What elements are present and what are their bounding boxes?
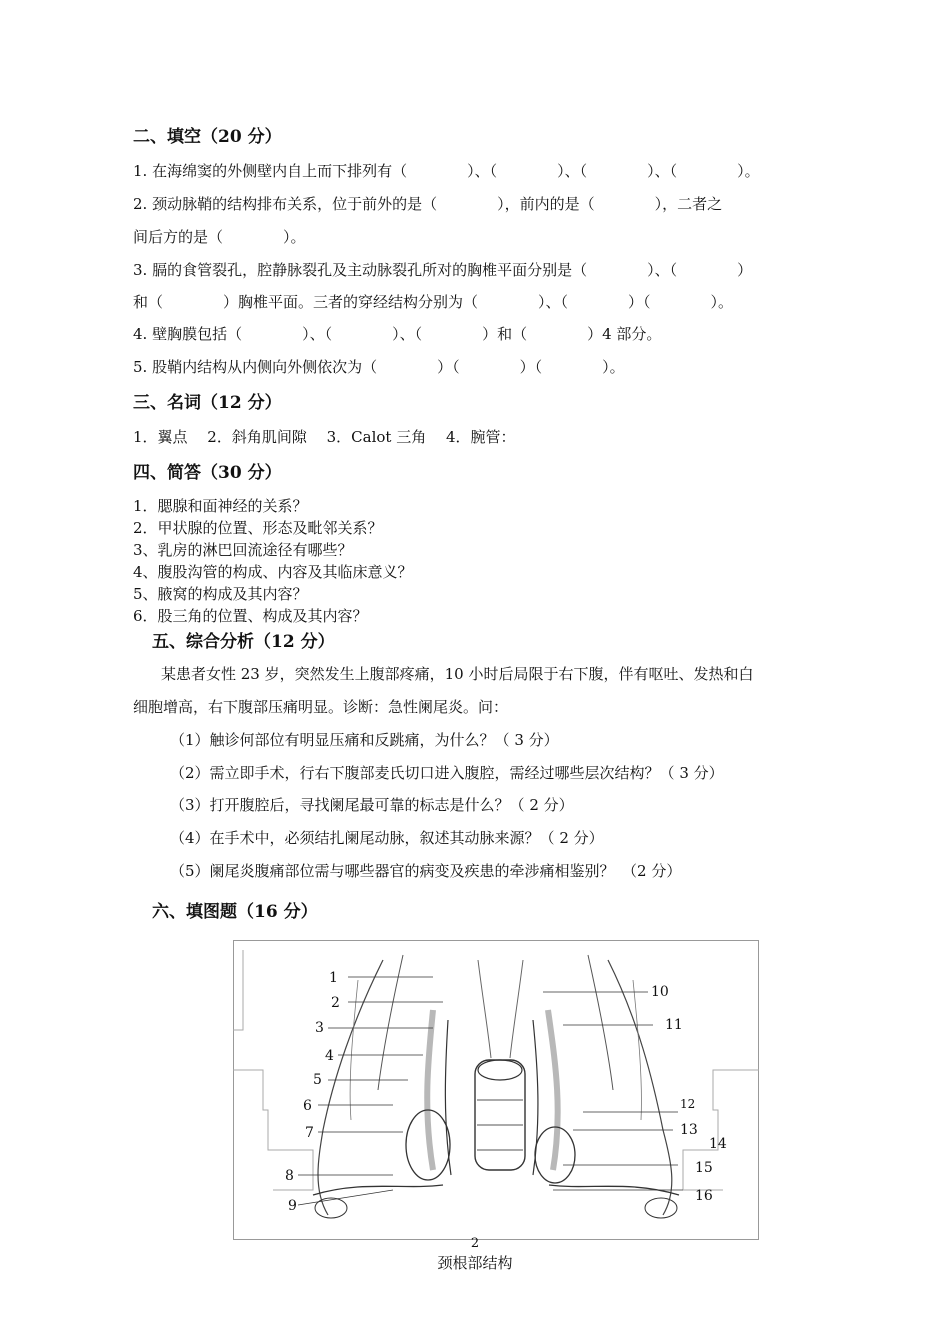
figure-label-4: 4 [325, 1048, 334, 1064]
case-q1: （1）触诊何部位有明显压痛和反跳痛，为什么？（ 3 分） [170, 731, 559, 749]
case-q3: （3）打开腹腔后，寻找阑尾最可靠的标志是什么？（ 2 分） [170, 796, 574, 814]
case-paragraph-1: 某患者女性 23 岁，突然发生上腹部疼痛，10 小时后局限于右下腹，伴有呕吐、发热和白 [161, 665, 754, 683]
short-q5: 5、腋窝的构成及其内容？ [133, 585, 308, 603]
short-q1: 1．腮腺和面神经的关系？ [133, 497, 308, 515]
fill-q3b: 和（ ）胸椎平面。三者的穿经结构分别为（ ）、（ ）（ ）。 [133, 293, 734, 311]
figure-label-11: 11 [665, 1017, 683, 1033]
short-q6: 6．股三角的位置、构成及其内容？ [133, 607, 368, 625]
fill-q4: 4. 壁胸膜包括（ ）、（ ）、（ ）和（ ）4 部分。 [133, 325, 662, 343]
fill-q2b: 间后方的是（ ）。 [133, 228, 306, 246]
figure-label-5: 5 [313, 1072, 322, 1088]
figure-label-15: 15 [695, 1160, 713, 1176]
case-q2: （2）需立即手术，行右下腹部麦氏切口进入腹腔，需经过哪些层次结构？（ 3 分） [170, 764, 724, 782]
figure-label-6: 6 [303, 1098, 312, 1114]
figure-label-2: 2 [331, 995, 340, 1011]
figure-label-8: 8 [285, 1168, 294, 1184]
case-q5: （5）阑尾炎腹痛部位需与哪些器官的病变及疾患的牵涉痛相鉴别？ （2 分） [170, 862, 682, 880]
figure-label-9: 9 [288, 1198, 297, 1214]
terms-items: 1．翼点 2．斜角肌间隙 3．Calot 三角 4．腕管： [133, 428, 516, 446]
section-case-title: 五、综合分析（12 分） [152, 632, 335, 652]
figure-label-16: 16 [695, 1188, 713, 1204]
page-number: 2 [470, 1236, 480, 1251]
section-short-title: 四、简答（30 分） [133, 463, 282, 483]
figure-label-13: 13 [680, 1122, 698, 1138]
fill-q3a: 3. 膈的食管裂孔，腔静脉裂孔及主动脉裂孔所对的胸椎平面分别是（ ）、（ ） [133, 261, 753, 279]
case-paragraph-2: 细胞增高，右下腹部压痛明显。诊断：急性阑尾炎。问： [133, 698, 509, 716]
figure-label-10: 10 [651, 984, 669, 1000]
short-q4: 4、腹股沟管的构成、内容及其临床意义？ [133, 563, 413, 581]
fill-q2a: 2. 颈动脉鞘的结构排布关系，位于前外的是（ ），前内的是（ ），二者之 [133, 195, 723, 213]
section-terms-title: 三、名词（12 分） [133, 393, 282, 413]
section-figure-title: 六、填图题（16 分） [152, 902, 318, 922]
fill-q5: 5. 股鞘内结构从内侧向外侧依次为（ ）（ ）（ ）。 [133, 358, 625, 376]
case-q4: （4）在手术中，必须结扎阑尾动脉，叙述其动脉来源？（ 2 分） [170, 829, 604, 847]
short-q2: 2．甲状腺的位置、形态及毗邻关系？ [133, 519, 383, 537]
figure-caption: 颈根部结构 [437, 1254, 513, 1272]
anatomy-figure [233, 940, 759, 1240]
figure-label-3: 3 [315, 1020, 324, 1036]
figure-label-7: 7 [305, 1125, 314, 1141]
section-fill-title: 二、填空（20 分） [133, 127, 282, 147]
figure-label-1: 1 [329, 970, 338, 986]
fill-q1: 1. 在海绵窦的外侧壁内自上而下排列有（ ）、（ ）、（ ）、（ ）。 [133, 162, 760, 180]
figure-label-12: 12 [680, 1097, 696, 1111]
anatomy-drawing [233, 940, 759, 1240]
short-q3: 3、乳房的淋巴回流途径有哪些？ [133, 541, 353, 559]
figure-label-14: 14 [709, 1136, 727, 1152]
